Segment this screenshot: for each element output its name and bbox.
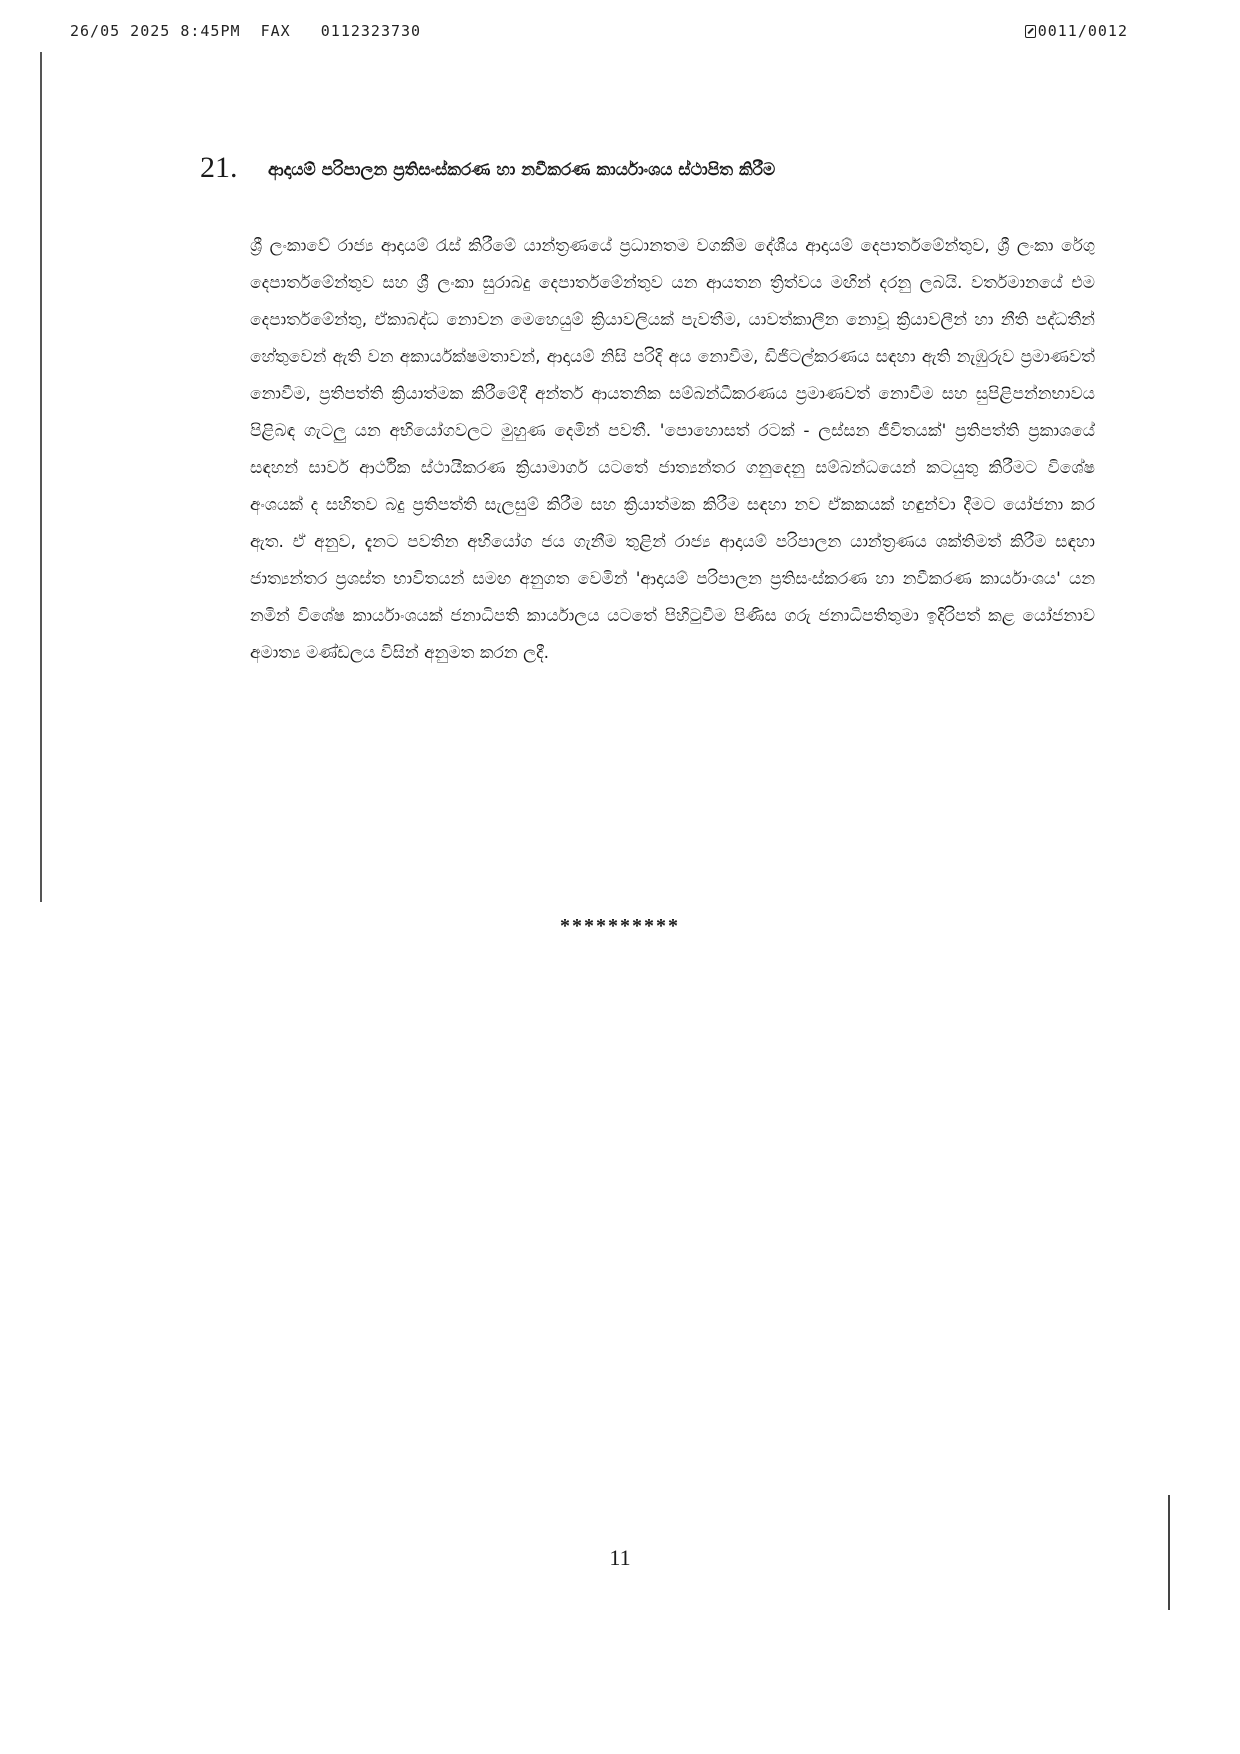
fax-number: 0112323730 [320,22,422,40]
fax-page-icon [1025,25,1036,38]
fax-page-counter: 0011/0012 [1037,22,1128,40]
fax-header-left [70,22,421,40]
section-number: 21. [200,151,238,184]
fax-label: FAX [260,22,291,40]
section-title: ආදායම් පරිපාලන ප්‍රතිසංස්කරණ හා නවීකරණ කාර්යාංශය ස්ථාපිත කිරීම [268,160,776,180]
page-number: 11 [609,1545,631,1570]
fax-date: 26/05 2025 [70,22,171,40]
scan-line-left [40,52,42,902]
fax-header [70,22,1128,44]
fax-time: 8:45PM [180,22,241,40]
separator-asterisks: ********** [560,915,680,937]
fax-header-right [1025,22,1128,40]
section-body: ශ්‍රී ලංකාවේ රාජ්‍ය ආදායම් රැස් කිරීමේ යාන්ත්‍රණයේ ප්‍රධානතම වගකීම දේශීය ආදායම් දෙපාර්තමේන්තුව, ශ්‍රී ලංකා රේගු දෙපාර්තමේන්තුව සහ ශ්‍රී ලංකා සුරාබදු දෙපාර්තමේන්තුව යන ආයතන ත්‍රිත්වය මඟින් දරනු ලබයි. වර්තමානයේ එම දෙපාර්තමේන්තු, ඒකාබද්ධ නොවන මෙහෙයුම් ක්‍රියාවලියක් පැවතීම, යාවත්කාලීන නොවූ ක්‍රියාවලීන් හා නීති පද්ධතීන් හේතුවෙන් ඇති වන අකාර්යක්ෂමතාවන්, ආදායම් නිසි පරිදි අය නොවීම, ඩිජිටල්කරණය සඳහා ඇති නැඹුරුව ප්‍රමාණවත් නොවීම, ප්‍රතිපත්ති ක්‍රියාත්මක කිරීමේදී අන්තර් ආයතනික සම්බන්ධීකරණය ප්‍රමාණවත් නොවීම සහ සුපිළිපන්නභාවය පිළිබඳ ගැටලු යන අභියෝගවලට මුහුණ දෙමින් පවතී. 'පොහොසත් රටක් - ලස්සන ජීවිතයක්' ප්‍රතිපත්ති ප්‍රකාශයේ සඳහන් සාර්ව ආර්ථික ස්ථායීකරණ ක්‍රියාමාර්ග යටතේ ජාත්‍යන්තර ගනුදෙනු සම්බන්ධයෙන් කටයුතු කිරීමට විශේෂ අංශයක් ද සහිතව බදු ප්‍රතිපත්ති සැලසුම් කිරීම සහ ක්‍රියාත්මක කිරීම සඳහා නව ඒකකයක් හඳුන්වා දීමට යෝජනා කර ඇත. ඒ අනුව, දැනට පවතින අභියෝග ජය ගැනීම තුළින් රාජ්‍ය ආදායම් පරිපාලන යාන්ත්‍රණය ශක්තිමත් කිරීම සඳහා ජාත්‍යන්තර ප්‍රශස්ත භාවිතයන් සමඟ අනුගත වෙමින් 'ආදායම් පරිපාලන ප්‍රතිසංස්කරණ හා නවීකරණ කාර්යාංශය' යන නමින් විශේෂ කාර්යාංශයක් ජනාධිපති කාර්යාලය යටතේ පිහිටුවීම පිණිස ගරු ජනාධිපතිතුමා ඉදිරිපත් කළ යෝජනාව අමාත්‍ය මණ්ඩලය විසින් අනුමත කරන ලදී. [250,236,1095,663]
